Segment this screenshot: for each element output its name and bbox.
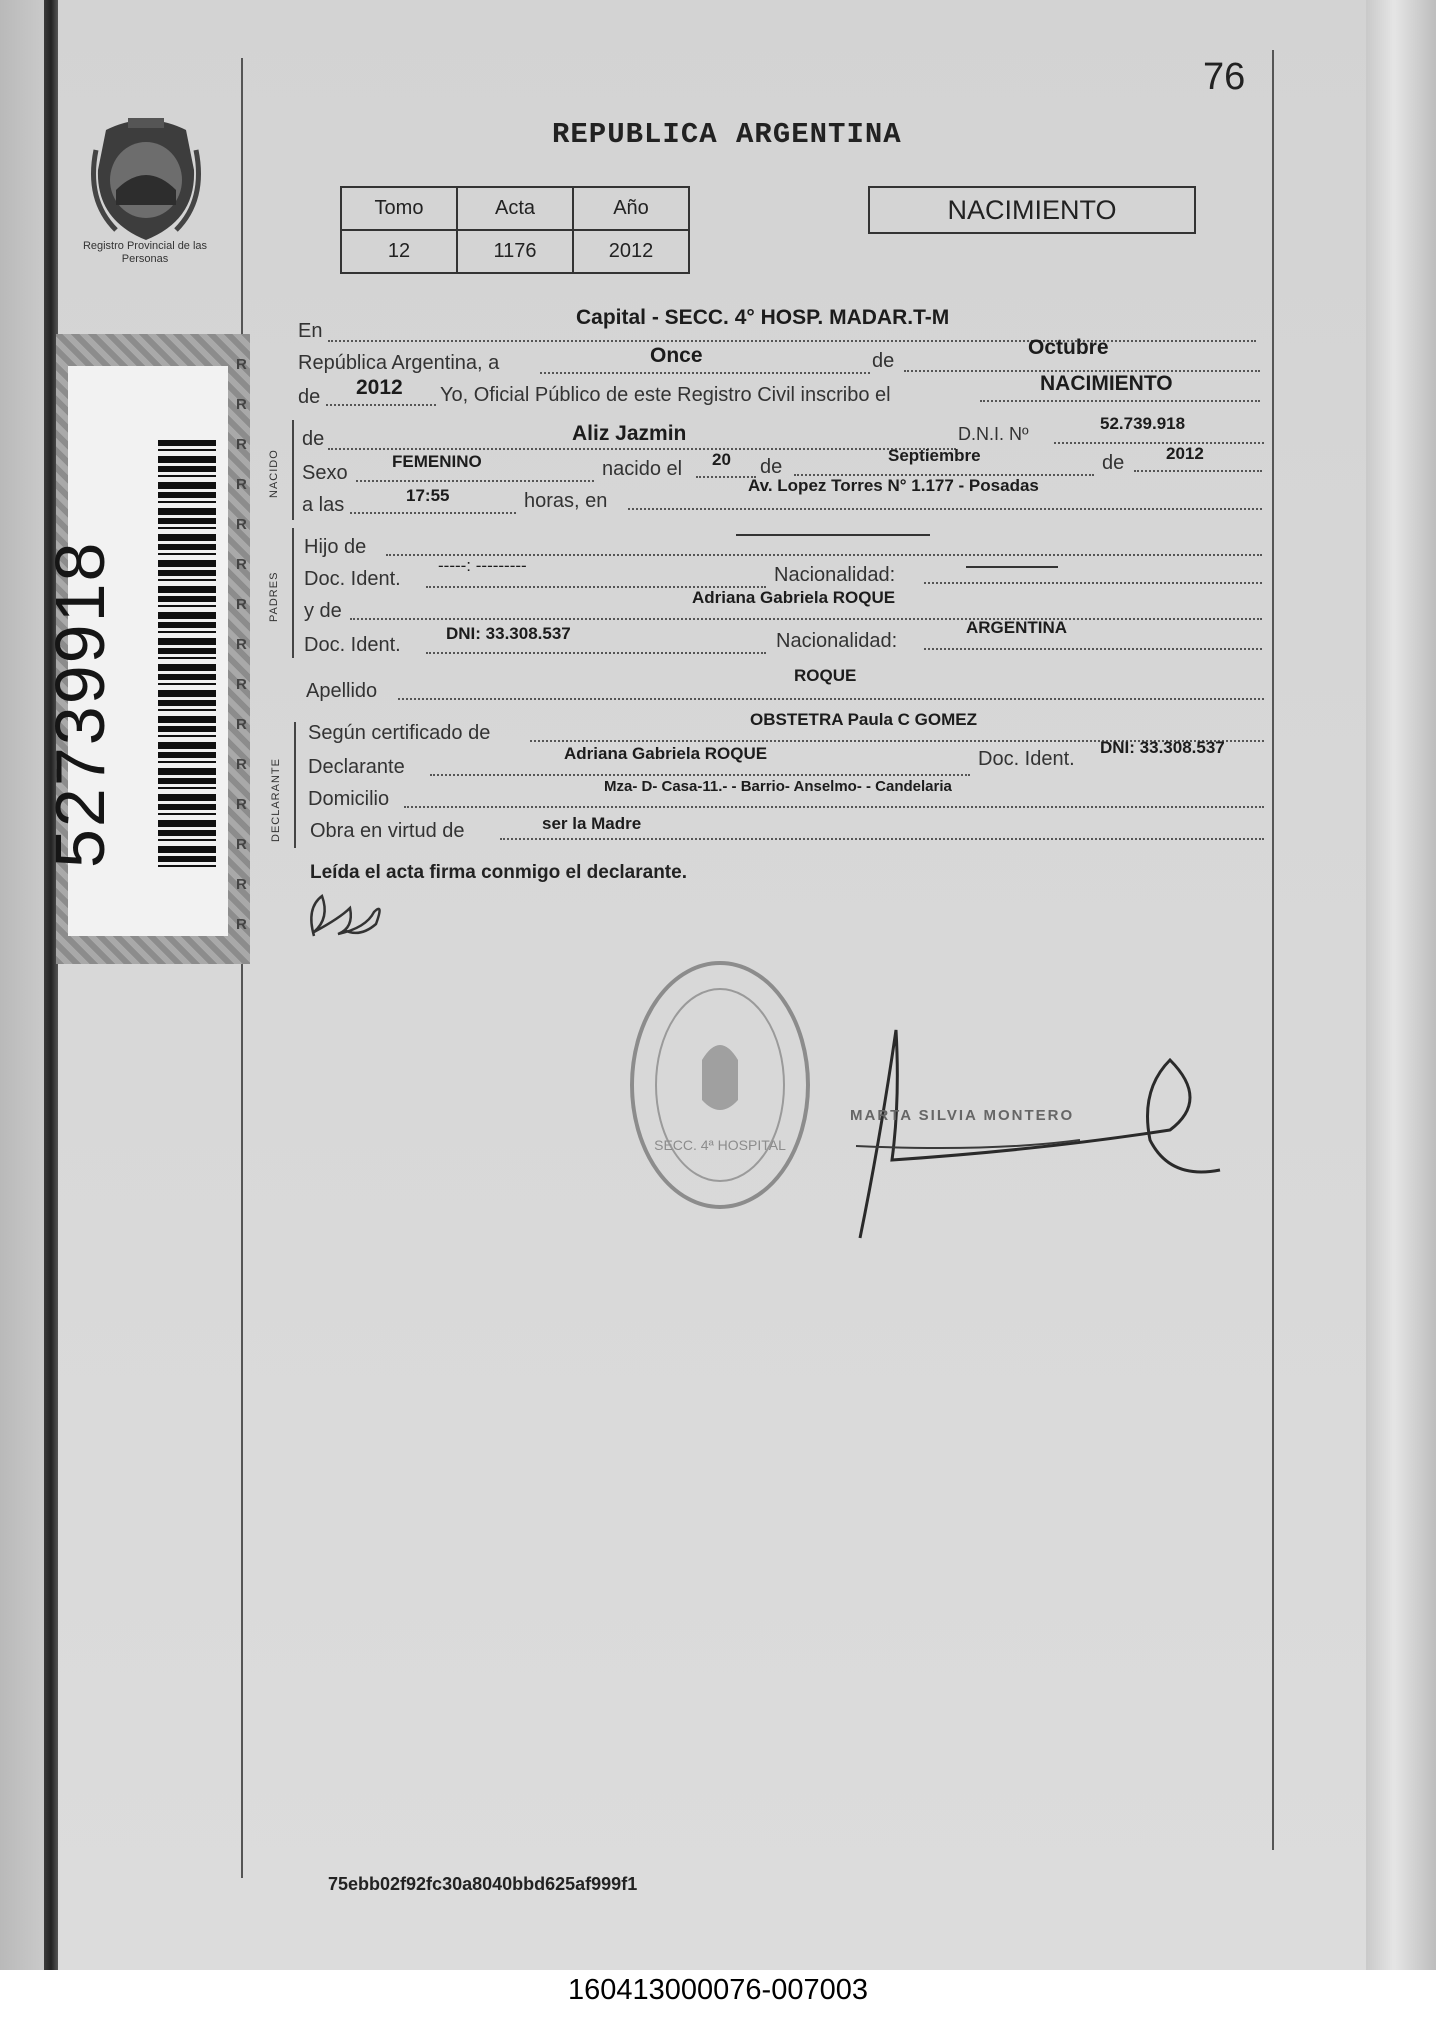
declarant-relation: ser la Madre [542, 814, 642, 833]
nacido-el-label: nacido el [602, 458, 683, 480]
declarant-doc: DNI: 33.308.537 [1100, 738, 1225, 757]
certificate-issuer: OBSTETRA Paula C GOMEZ [750, 710, 978, 729]
domicilio-dotted-line [404, 806, 1264, 808]
ref-value-ano: 2012 [573, 230, 689, 273]
closing-statement: Leída el acta firma conmigo el declarante. [310, 862, 687, 883]
mother-name: Adriana Gabriela ROQUE [692, 588, 896, 607]
birth-year: 2012 [1166, 444, 1204, 463]
mother-doc-label: Doc. Ident. [304, 634, 401, 656]
a-las-label: a las [302, 494, 345, 516]
act-type-dotted-line [980, 400, 1260, 402]
birth-de-label-2: de [1102, 452, 1125, 474]
mother-nationality-dotted-line [924, 648, 1262, 650]
ref-value-tomo: 12 [341, 230, 457, 273]
mother-nationality-label: Nacionalidad: [776, 630, 898, 652]
certificado-label: Según certificado de [308, 722, 491, 744]
time-dotted-line [350, 512, 516, 514]
barcode-number: 52739918 [41, 540, 119, 868]
declarante-section-bar [294, 722, 296, 848]
act-type: NACIMIENTO [1040, 372, 1173, 395]
apellido-dotted-line [398, 698, 1264, 700]
republica-label: República Argentina, a [298, 352, 500, 374]
birth-place-dotted-line [628, 508, 1262, 510]
ref-header-ano: Año [573, 187, 689, 230]
barcode-bars [158, 440, 216, 870]
document-hash: 75ebb02f92fc30a8040bbd625af999f1 [328, 1874, 638, 1894]
official-name-stamp: MARTA SILVIA MONTERO [850, 1107, 1075, 1124]
birth-month: Septiembre [888, 446, 981, 465]
de-label: de [872, 350, 895, 372]
ref-header-tomo: Tomo [341, 187, 457, 230]
horas-en-label: horas, en [524, 490, 608, 512]
place-dotted-line [328, 340, 1256, 342]
document-code: 160413000076-007003 [568, 1974, 868, 2006]
father-nationality-dotted-line [924, 582, 1262, 584]
day-dotted-line [540, 372, 870, 374]
birth-place: Av. Lopez Torres N° 1.177 - Posadas [748, 476, 1039, 495]
name-dotted-line [328, 448, 956, 450]
emblem-label: Registro Provincial de las Personas [82, 240, 208, 265]
mother-doc: DNI: 33.308.537 [446, 624, 571, 643]
ref-header-acta: Acta [457, 187, 573, 230]
padres-section-bar [292, 528, 294, 658]
registration-year: 2012 [356, 376, 403, 399]
sexo-label: Sexo [302, 462, 348, 484]
document-title: REPUBLICA ARGENTINA [552, 118, 902, 151]
mother-dotted-line [350, 618, 1262, 620]
padres-section-label: PADRES [268, 571, 280, 622]
year-dotted-line [326, 404, 436, 406]
father-nationality-blank [966, 566, 1058, 568]
reference-table [340, 186, 690, 274]
margin-rule-left [241, 58, 243, 1878]
father-nationality-label: Nacionalidad: [774, 564, 896, 586]
dni-dotted-line [1054, 442, 1264, 444]
mother-doc-dotted-line [426, 652, 766, 654]
page-number: 76 [1203, 56, 1246, 98]
child-dni: 52.739.918 [1100, 414, 1186, 433]
registry-seal-stamp [620, 950, 820, 1220]
surname: ROQUE [794, 666, 857, 685]
declarant-address: Mza- D- Casa-11.- - Barrio- Anselmo- - Candelaria [604, 778, 952, 795]
registry-place: Capital - SECC. 4° HOSP. MADAR.T-M [576, 306, 950, 329]
hijo-de-label: Hijo de [304, 536, 367, 558]
birth-de-label: de [760, 456, 783, 478]
margin-rule-right [1272, 50, 1274, 1850]
official-signature [840, 1020, 1230, 1240]
nacido-section-bar [292, 420, 294, 520]
sexo-dotted-line [356, 480, 594, 482]
declarant-signature [300, 888, 390, 944]
father-doc-label: Doc. Ident. [304, 568, 401, 590]
declarante-doc-label: Doc. Ident. [978, 748, 1075, 770]
document-type-box: NACIMIENTO [868, 186, 1196, 234]
birth-day: 20 [712, 450, 731, 469]
declarante-dotted-line [430, 774, 970, 776]
seal-text: SECC. 4ª HOSPITAL [654, 1137, 786, 1153]
declarante-section-label: DECLARANTE [270, 758, 282, 842]
nacido-de-label: de [302, 428, 325, 450]
obra-dotted-line [500, 838, 1264, 840]
nacido-section-label: NACIDO [268, 449, 280, 498]
domicilio-label: Domicilio [308, 788, 390, 810]
father-name-blank [736, 534, 930, 536]
registration-day: Once [650, 344, 703, 367]
y-de-label: y de [304, 600, 342, 622]
registration-month: Octubre [1028, 336, 1109, 359]
en-label: En [298, 320, 323, 342]
dni-label: D.N.I. Nº [958, 424, 1029, 444]
apellido-label: Apellido [306, 680, 378, 702]
obra-label: Obra en virtud de [310, 820, 465, 842]
ref-value-acta: 1176 [457, 230, 573, 273]
declarant-name: Adriana Gabriela ROQUE [564, 744, 768, 763]
security-pattern: R R R R R R R R R R R R R R R [236, 356, 247, 933]
birth-time: 17:55 [406, 486, 450, 505]
oficial-text: Yo, Oficial Público de este Registro Civil inscribo el [440, 384, 891, 406]
year-prefix-label: de [298, 386, 321, 408]
mother-nationality: ARGENTINA [966, 618, 1068, 637]
declarante-label: Declarante [308, 756, 405, 778]
father-doc: -----: --------- [438, 556, 527, 575]
child-name: Aliz Jazmin [572, 422, 687, 445]
page-edge [1366, 0, 1436, 1970]
birth-year-dotted-line [1134, 470, 1262, 472]
child-sex: FEMENINO [392, 452, 482, 471]
birth-day-dotted-line [696, 476, 756, 478]
